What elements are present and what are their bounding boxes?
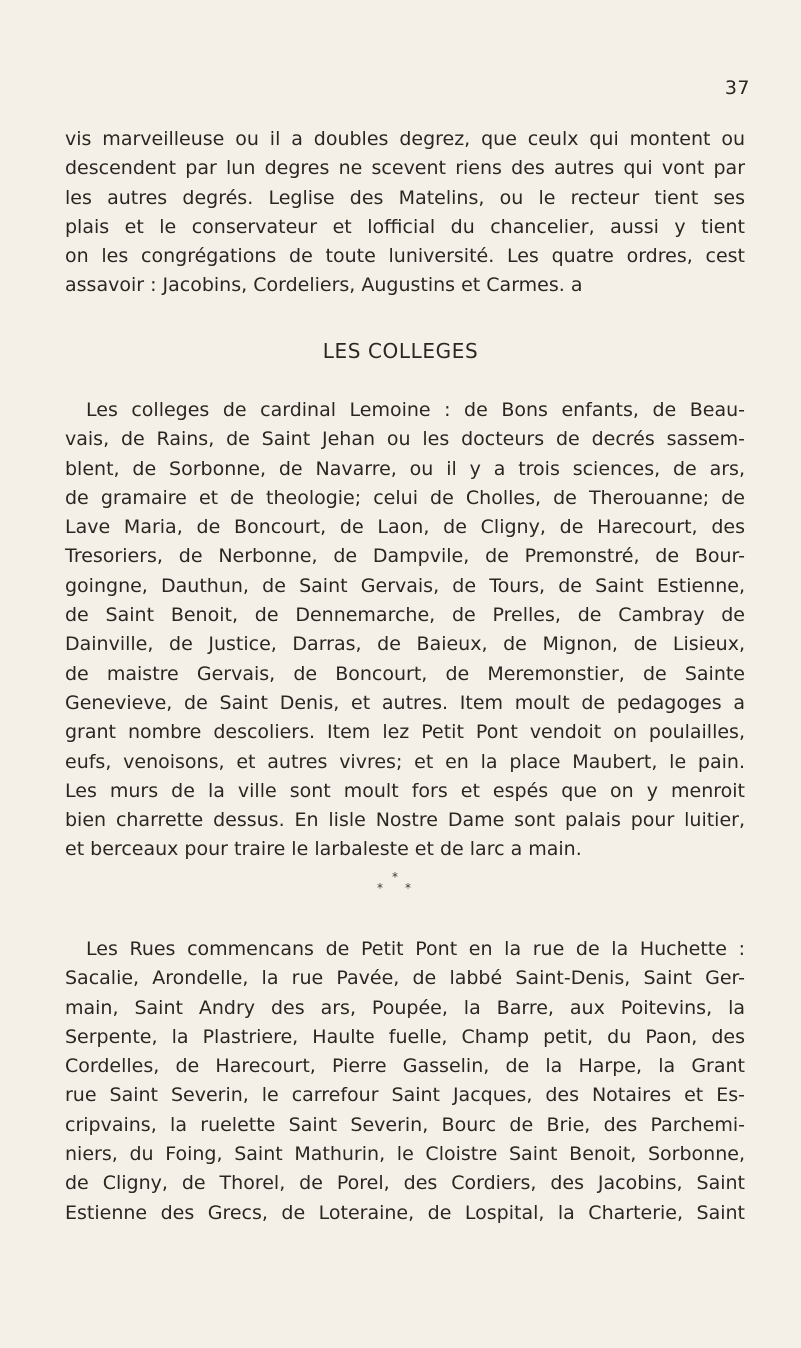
text-line: Serpente, la Plastriere, Haulte fuelle, Champ petit, du Paon, des	[65, 1025, 745, 1048]
page-number: 37	[724, 77, 750, 99]
text-line: Sacalie, Arondelle, la rue Pavée, de labbé Saint-Denis, Saint Ger-	[65, 967, 745, 990]
text-line: de maistre Gervais, de Boncourt, de Meremonstier, de Sainte	[65, 662, 745, 685]
text-line: Les colleges de cardinal Lemoine : de Bons enfants, de Beau-	[86, 399, 745, 421]
asterisk-icon: *	[405, 881, 411, 895]
text-line: Estienne des Grecs, de Loteraine, de Lospital, la Charterie, Saint	[65, 1201, 745, 1224]
text-line: plais et le conservateur et lofficial du chancelier, aussi y tient	[65, 215, 745, 238]
text-line: vis marveilleuse ou il a doubles degrez, que ceulx qui montent ou	[65, 128, 745, 150]
text-line: bien charrette dessus. En lisle Nostre Dame sont palais pour luitier,	[65, 809, 745, 832]
text-line: eufs, venoisons, et autres vivres; et en la place Maubert, le pain.	[65, 750, 745, 773]
text-line: goingne, Dauthun, de Saint Gervais, de Tours, de Saint Estienne,	[65, 574, 745, 597]
text-line: vais, de Rains, de Saint Jehan ou les docteurs de decrés sassem-	[65, 428, 745, 451]
paragraph-matelins	[65, 125, 745, 301]
text-line: cripvains, la ruelette Saint Severin, Bourc de Brie, des Parchemi-	[65, 1113, 745, 1136]
text-line: assavoir : Jacobins, Cordeliers, Augustins et Carmes. a	[65, 274, 583, 297]
text-line: et berceaux pour traire le larbaleste et de larc a main.	[65, 838, 582, 861]
text-line: rue Saint Severin, le carrefour Saint Jacques, des Notaires et Es-	[65, 1084, 745, 1107]
text-line: descendent par lun degres ne scevent riens des autres qui vont par	[65, 157, 745, 180]
text-line: blent, de Sorbonne, de Navarre, ou il y a trois sciences, de ars,	[65, 457, 745, 480]
text-line: Dainville, de Justice, Darras, de Baieux, de Mignon, de Lisieux,	[65, 633, 745, 656]
text-line: Cordelles, de Harecourt, Pierre Gasselin, de la Harpe, la Grant	[65, 1055, 745, 1078]
text-line: Lave Maria, de Boncourt, de Laon, de Cligny, de Harecourt, des	[65, 516, 745, 539]
text-line: Tresoriers, de Nerbonne, de Dampvile, de Premonstré, de Bour-	[65, 545, 745, 568]
text-line: les autres degrés. Leglise des Matelins, ou le recteur tient ses	[65, 186, 745, 209]
text-line: Les murs de la ville sont moult fors et espés que on y menroit	[65, 779, 745, 802]
text-line: main, Saint Andry des ars, Poupée, la Barre, aux Poitevins, la	[65, 996, 745, 1019]
text-line: Les Rues commencans de Petit Pont en la rue de la Huchette :	[86, 938, 745, 960]
text-line: grant nombre descoliers. Item lez Petit Pont vendoit on poulailles,	[65, 721, 745, 744]
section-title: LES COLLEGES	[322, 339, 479, 363]
paragraph-rues	[65, 935, 745, 1228]
text-line: niers, du Foing, Saint Mathurin, le Cloistre Saint Benoit, Sorbonne,	[65, 1143, 745, 1166]
text-line: de Cligny, de Thorel, de Porel, des Cordiers, des Jacobins, Saint	[65, 1172, 745, 1195]
text-line: de Saint Benoit, de Dennemarche, de Prelles, de Cambray de	[65, 604, 745, 627]
asterisk-icon: *	[377, 881, 383, 895]
text-line: de gramaire et de theologie; celui de Cholles, de Therouanne; de	[65, 486, 745, 509]
text-line: on les congrégations de toute luniversité. Les quatre ordres, cest	[65, 245, 745, 268]
text-line: Genevieve, de Saint Denis, et autres. Item moult de pedagoges a	[65, 691, 745, 714]
asterisk-icon: *	[392, 870, 398, 884]
asterism-ornament	[377, 870, 417, 910]
paragraph-colleges	[65, 396, 745, 865]
